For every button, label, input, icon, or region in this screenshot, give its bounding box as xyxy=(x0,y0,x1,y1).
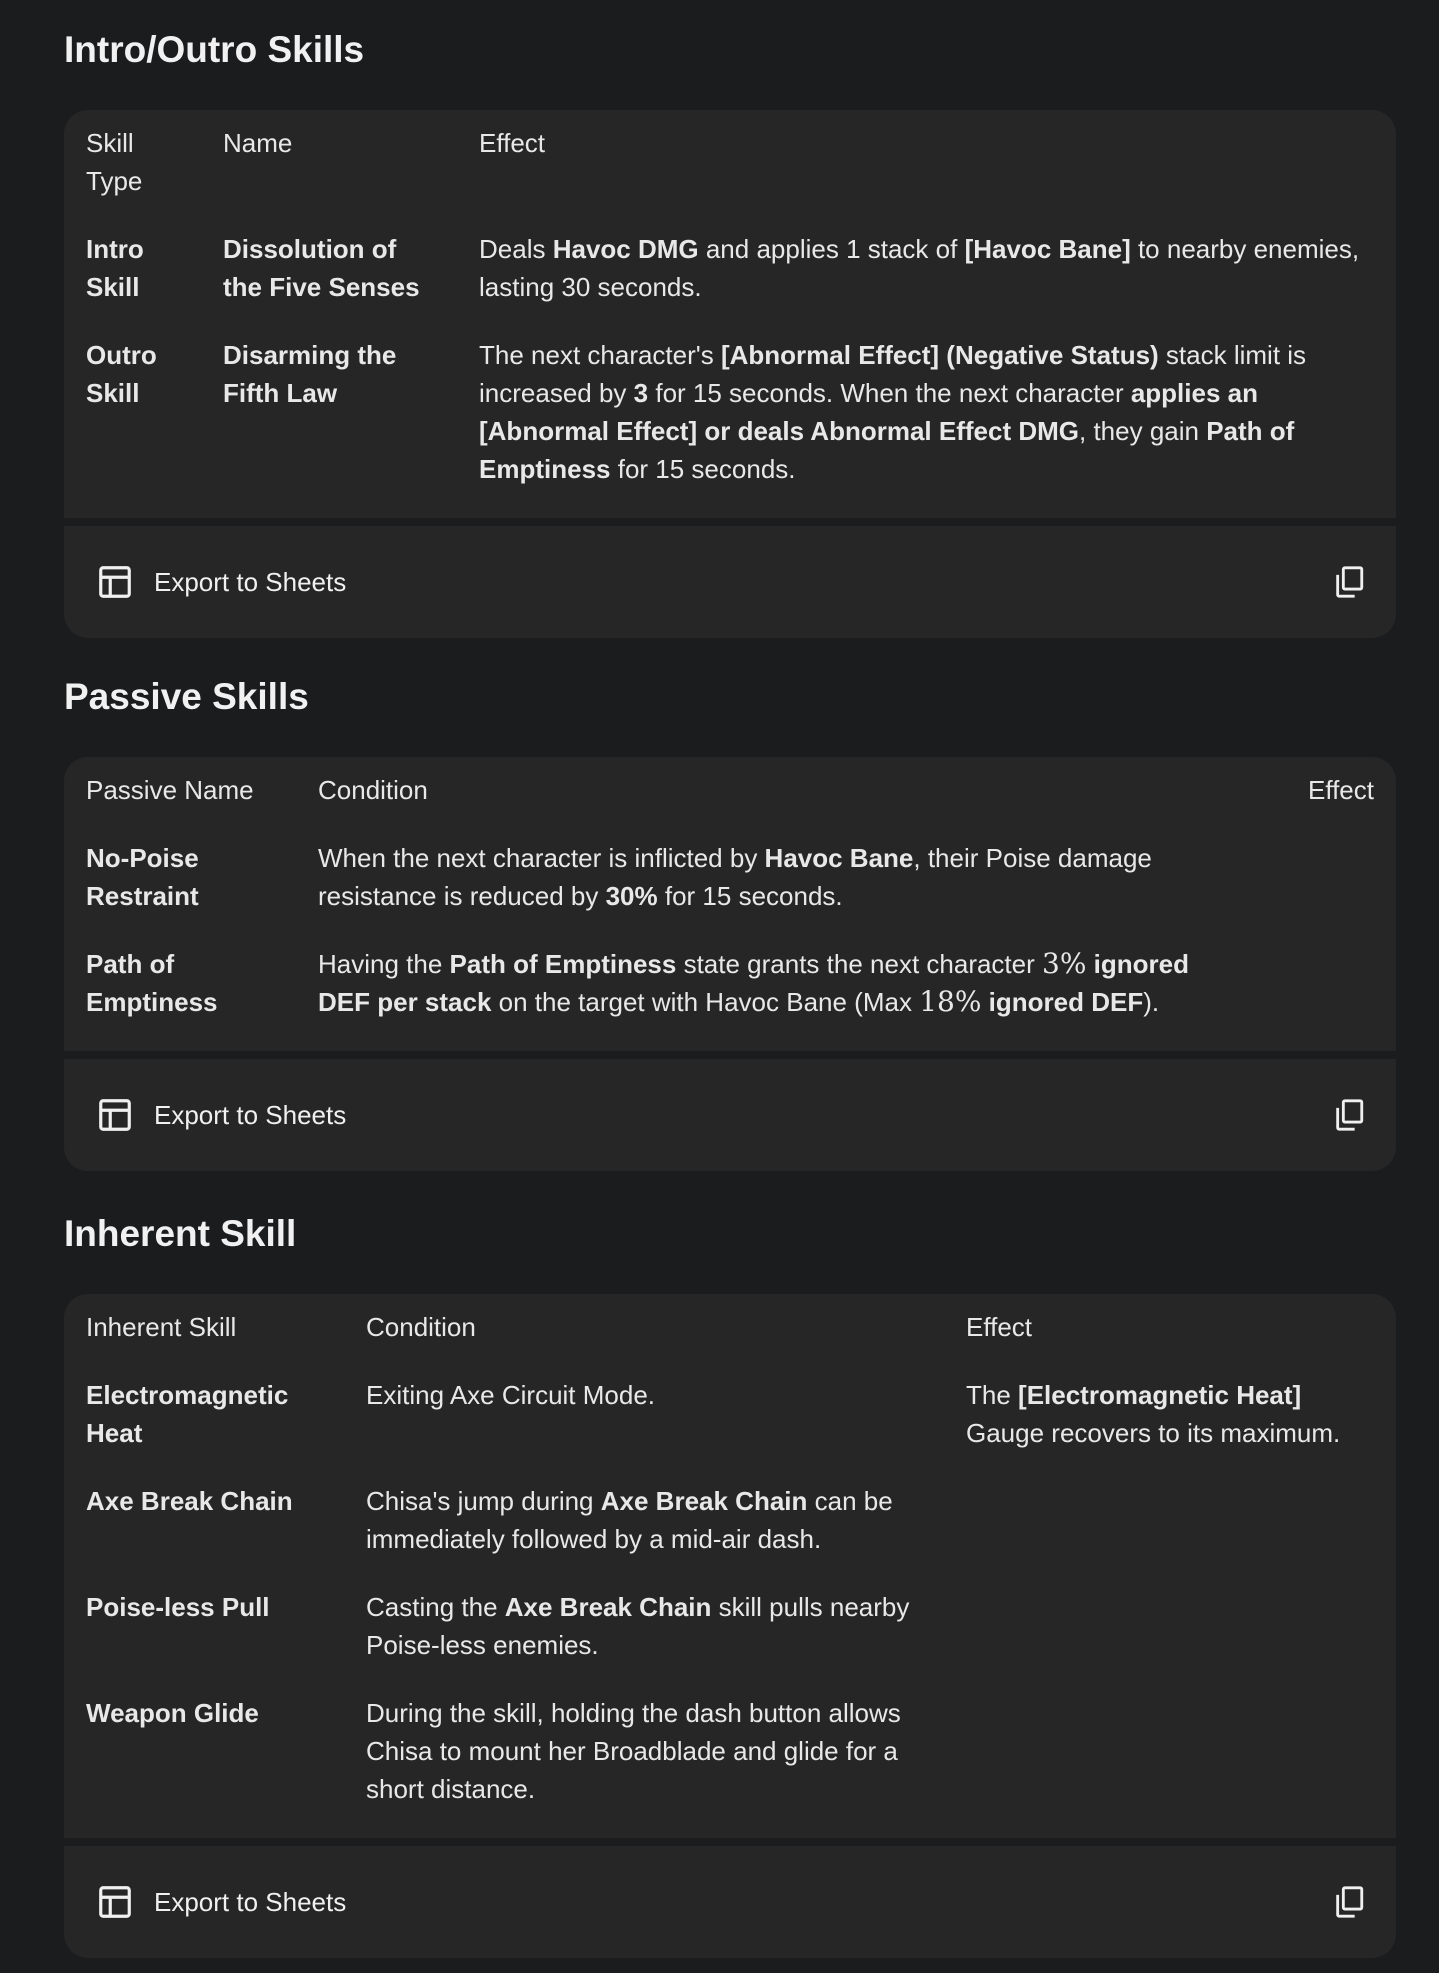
table-row xyxy=(86,216,1374,322)
inherent-condition-cell: During the skill, holding the dash button allows Chisa to mount her Broadblade and glide for a short distance. xyxy=(366,1698,901,1804)
export-to-sheets-button[interactable] xyxy=(96,563,346,601)
inherent-condition-cell: Exiting Axe Circuit Mode. xyxy=(366,1380,656,1410)
passive-name-cell: Path of Emptiness xyxy=(86,949,218,1017)
table-footer xyxy=(64,526,1396,638)
inherent-effect-cell xyxy=(966,1574,1374,1680)
table-row xyxy=(86,931,1374,1037)
passive-effect-cell xyxy=(1218,825,1374,931)
copy-icon xyxy=(1332,1885,1366,1919)
skill-name-cell: Disarming the Fifth Law xyxy=(223,340,397,408)
header-effect: Effect xyxy=(966,1312,1033,1342)
table-row xyxy=(86,1362,1374,1468)
inherent-name-cell: Weapon Glide xyxy=(86,1698,259,1728)
section-intro-outro xyxy=(64,26,1396,638)
export-label: Export to Sheets xyxy=(154,1886,347,1917)
export-label: Export to Sheets xyxy=(154,566,347,597)
inherent-condition-cell: Casting the Axe Break Chain skill pulls nearby Poise-less enemies. xyxy=(366,1592,910,1660)
table-footer xyxy=(64,1059,1396,1171)
table-row xyxy=(86,322,1374,504)
table-icon xyxy=(96,1096,134,1134)
header-skill-type: Skill Type xyxy=(86,128,143,196)
header-inherent-skill: Inherent Skill xyxy=(86,1312,237,1342)
skill-type-cell: Outro Skill xyxy=(86,340,157,408)
header-name: Name xyxy=(223,128,293,158)
skill-effect-cell: Deals Havoc DMG and applies 1 stack of [Havoc Bane] to nearby enemies, lasting 30 seconds. xyxy=(479,234,1360,302)
passive-effect-cell xyxy=(1218,931,1374,1037)
section-title: Passive Skills xyxy=(64,676,309,717)
passive-condition-cell: When the next character is inflicted by Havoc Bane, their Poise damage resistance is reduced by 30% for 15 seconds. xyxy=(318,843,1152,911)
section-title: Inherent Skill xyxy=(64,1213,297,1254)
header-effect: Effect xyxy=(479,128,546,158)
section-title: Intro/Outro Skills xyxy=(64,29,365,70)
inherent-name-cell: Axe Break Chain xyxy=(86,1486,293,1516)
export-label: Export to Sheets xyxy=(154,1099,347,1130)
table-header-row xyxy=(86,110,1374,216)
inherent-effect-cell xyxy=(966,1468,1374,1574)
copy-icon xyxy=(1332,565,1366,599)
copy-button[interactable] xyxy=(1332,1098,1366,1132)
header-passive-name: Passive Name xyxy=(86,775,254,805)
copy-button[interactable] xyxy=(1332,1885,1366,1919)
copy-button[interactable] xyxy=(1332,565,1366,599)
section-inherent xyxy=(64,1210,1396,1958)
table-header-row xyxy=(86,1294,1374,1362)
passive-table xyxy=(64,757,1396,1051)
skill-name-cell: Dissolution of the Five Senses xyxy=(223,234,420,302)
table-icon xyxy=(96,563,134,601)
inherent-name-cell: Electromagnetic Heat xyxy=(86,1380,289,1448)
table-header-row xyxy=(86,757,1374,825)
export-to-sheets-button[interactable] xyxy=(96,1096,346,1134)
inherent-name-cell: Poise-less Pull xyxy=(86,1592,270,1622)
skills-table xyxy=(64,110,1396,518)
inherent-condition-cell: Chisa's jump during Axe Break Chain can be immediately followed by a mid-air dash. xyxy=(366,1486,893,1554)
header-condition: Condition xyxy=(366,1312,476,1342)
inherent-effect-cell xyxy=(966,1680,1374,1824)
table-footer xyxy=(64,1846,1396,1958)
table-row xyxy=(86,1468,1374,1574)
header-effect: Effect xyxy=(1307,775,1374,805)
inherent-table xyxy=(64,1294,1396,1838)
header-condition: Condition xyxy=(318,775,428,805)
table-row xyxy=(86,1574,1374,1680)
table-icon xyxy=(96,1883,134,1921)
skill-effect-cell: The next character's [Abnormal Effect] (Negative Status) stack limit is increased by 3 for 15 seconds. When the next character applies an [Abnormal Effect] or deals Abnormal Effect DMG, they gain Path of Emptiness for 15 seconds. xyxy=(479,340,1307,484)
copy-icon xyxy=(1332,1098,1366,1132)
passive-name-cell: No-Poise Restraint xyxy=(86,843,199,911)
export-to-sheets-button[interactable] xyxy=(96,1883,346,1921)
passive-condition-cell: Having the Path of Emptiness state grants the next character 3% ignored DEF per stack on the target with Havoc Bane (Max 18% ignored DEF). xyxy=(318,947,1189,1018)
skill-type-cell: Intro Skill xyxy=(86,234,144,302)
inherent-effect-cell: The [Electromagnetic Heat] Gauge recovers to its maximum. xyxy=(966,1380,1341,1448)
section-passive xyxy=(64,673,1396,1171)
table-row xyxy=(86,825,1374,931)
table-row xyxy=(86,1680,1374,1824)
